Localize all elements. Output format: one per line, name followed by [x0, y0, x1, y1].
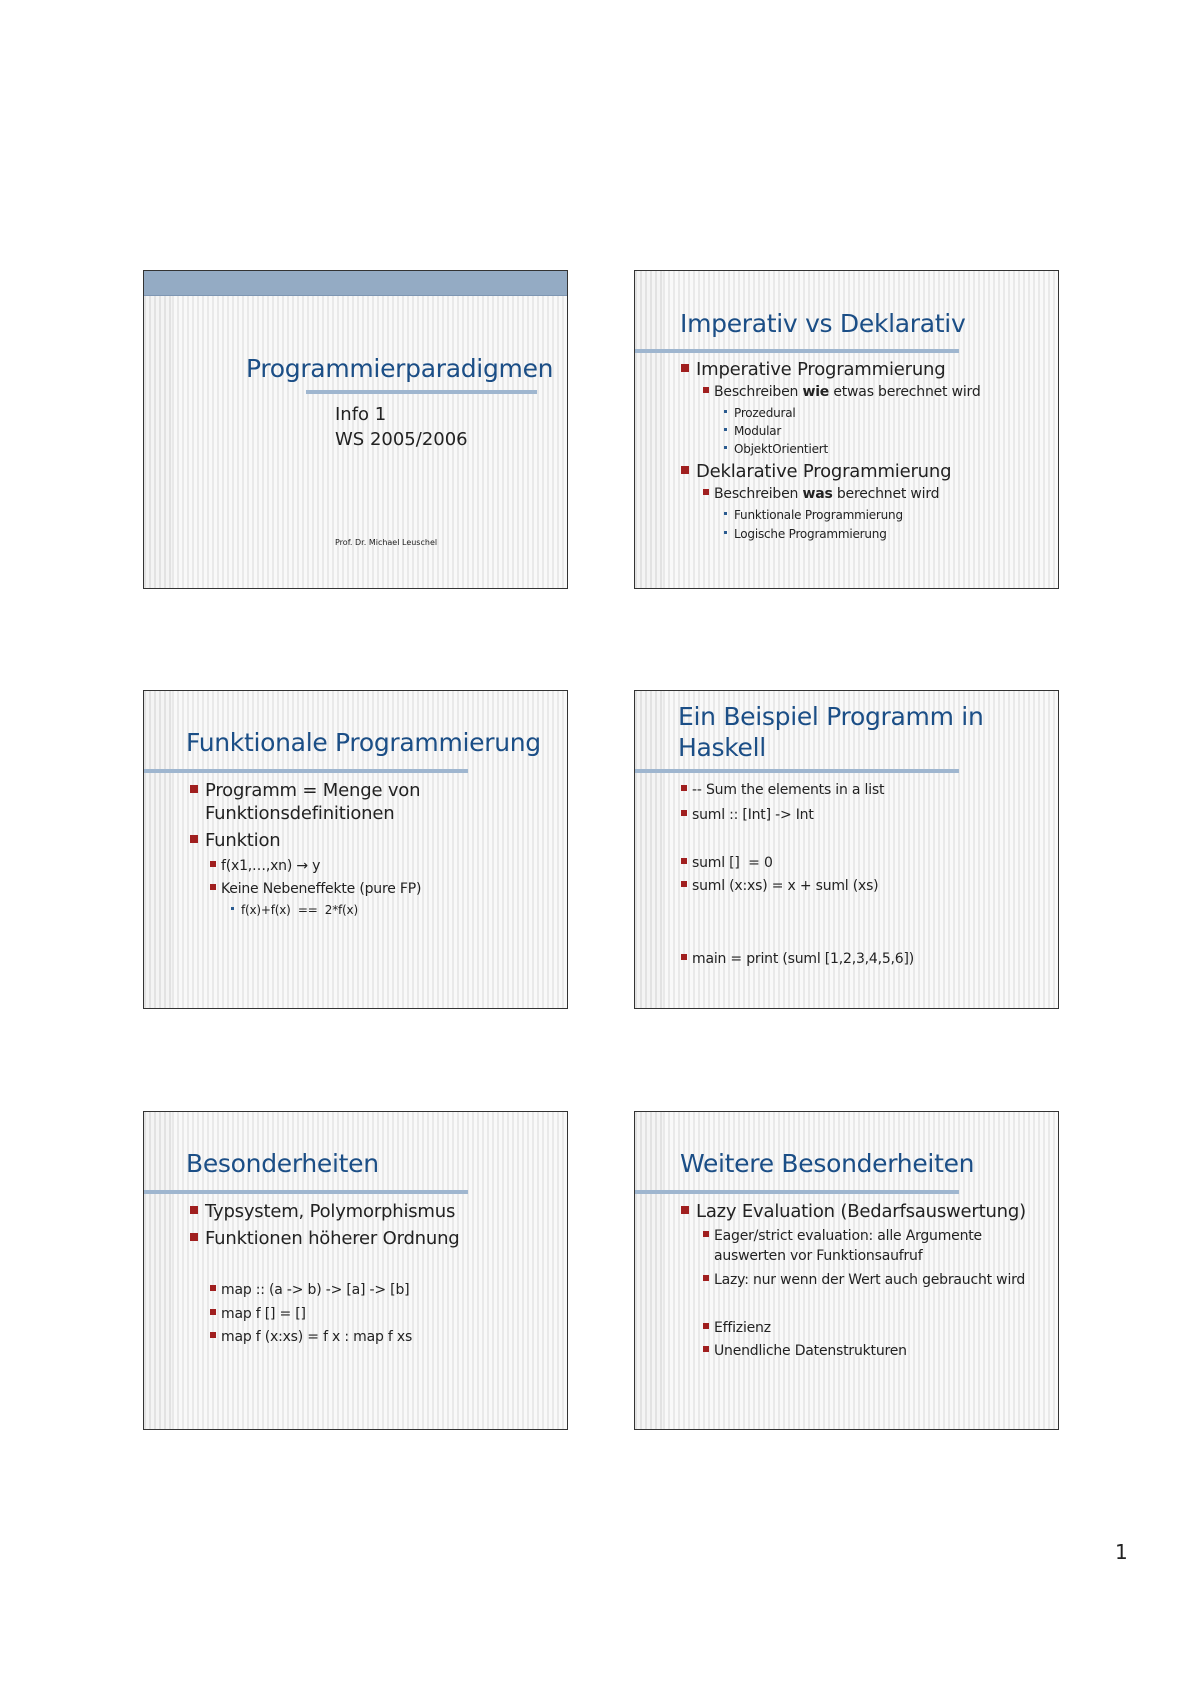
- slide-title-bar: [144, 271, 567, 296]
- bullet-square: [681, 466, 689, 474]
- bullet-funktion: [190, 829, 281, 852]
- bullet-programm: [190, 779, 435, 825]
- bullet-square: [703, 1346, 709, 1352]
- bullet-square: [681, 954, 687, 960]
- author-line: Prof. Dr. Michael Leuschel: [335, 538, 438, 547]
- bullet-square: [681, 858, 687, 864]
- bullet-text: Eager/strict evaluation: alle Argumente auswerten vor Funktionsaufruf: [714, 1228, 982, 1264]
- slide-title: Imperativ vs Deklarativ: [680, 309, 966, 338]
- bullet-text: Lazy: nur wenn der Wert auch gebraucht wird: [714, 1272, 1026, 1288]
- bullet-deklarative: [681, 460, 951, 483]
- bullet-square: [681, 364, 689, 372]
- bullet-text: Deklarative Programmierung: [696, 461, 952, 482]
- sub-bullet-signature: [210, 856, 320, 876]
- bullet-text: Funktionen höherer Ordnung: [205, 1228, 460, 1249]
- semester-line: WS 2005/2006: [335, 429, 468, 450]
- sub-bullet-unendlich: [703, 1341, 907, 1361]
- bullet-square: [190, 1206, 198, 1214]
- code-base-case: [681, 853, 773, 873]
- code-text: map f (x:xs) = f x : map f xs: [221, 1329, 413, 1345]
- text-post: berechnet wird: [832, 486, 940, 502]
- sub-bullet-effizienz: [703, 1318, 771, 1338]
- bullet-square: [190, 785, 198, 793]
- bullet-typsystem: [190, 1200, 455, 1223]
- bullet-text: Effizienz: [714, 1320, 771, 1336]
- text-pre: Beschreiben: [714, 384, 803, 400]
- bullet-square: [210, 884, 216, 890]
- bullet-hoeherer-ordnung: [190, 1227, 460, 1250]
- bullet-square: [190, 1233, 198, 1241]
- bullet-square: [703, 387, 709, 393]
- bullet-text: Keine Nebeneffekte (pure FP): [221, 881, 422, 897]
- code-text: suml (x:xs) = x + suml (xs): [692, 878, 879, 894]
- title-rule: [144, 1190, 468, 1194]
- bullet-text: Programm = Menge von Funktionsdefinitionen: [205, 780, 421, 824]
- text-post: etwas berechnet wird: [829, 384, 981, 400]
- bullet-square: [210, 861, 216, 867]
- title-rule: [306, 390, 537, 394]
- bullet-square: [703, 1231, 709, 1237]
- bullet-text: Funktion: [205, 830, 281, 851]
- bullet-square: [190, 835, 198, 843]
- slide-left-shade: [144, 691, 172, 1008]
- code-map-recursive: [210, 1327, 412, 1347]
- item-oo: [724, 440, 828, 458]
- code-map-type: [210, 1280, 409, 1300]
- slide-title-page: [143, 270, 568, 589]
- slide-title: Weitere Besonderheiten: [680, 1149, 975, 1178]
- bullet-dot: [724, 428, 727, 431]
- course-line: Info 1: [335, 404, 387, 425]
- bullet-square: [210, 1309, 216, 1315]
- bullet-lazy-evaluation: [681, 1200, 1026, 1223]
- bullet-text: Typsystem, Polymorphismus: [205, 1201, 456, 1222]
- code-text: suml :: [Int] -> Int: [692, 807, 814, 823]
- item-logisch: [724, 525, 887, 543]
- bullet-square: [681, 810, 687, 816]
- item-text: ObjektOrientiert: [734, 442, 828, 456]
- bullet-square: [703, 1275, 709, 1281]
- code-recursive-case: [681, 876, 878, 896]
- bullet-text: Unendliche Datenstrukturen: [714, 1343, 907, 1359]
- code-text: map f [] = []: [221, 1306, 306, 1322]
- sub-bullet-lazy: [703, 1270, 1025, 1290]
- title-rule: [635, 349, 959, 353]
- code-signature: [681, 805, 814, 825]
- item-prozedural: [724, 404, 796, 422]
- code-text: -- Sum the elements in a list: [692, 782, 885, 798]
- title-rule: [635, 769, 959, 773]
- bullet-square: [703, 489, 709, 495]
- item-funktional: [724, 506, 903, 524]
- code-map-base: [210, 1304, 306, 1324]
- text-bold: was: [802, 486, 833, 502]
- slide-besonderheiten: [143, 1111, 568, 1430]
- item-text: Modular: [734, 424, 782, 438]
- slide-left-shade: [144, 1112, 172, 1429]
- item-modular: [724, 422, 781, 440]
- bullet-imperative: [681, 358, 945, 381]
- slide-imperativ-deklarativ: [634, 270, 1059, 589]
- slide-haskell-beispiel: [634, 690, 1059, 1009]
- text-pre: Beschreiben: [714, 486, 803, 502]
- bullet-square: [210, 1285, 216, 1291]
- sub-bullet-wie: [703, 382, 981, 402]
- bullet-text: f(x1,…,xn) → y: [221, 858, 321, 874]
- item-equation: [231, 901, 358, 919]
- slide-weitere-besonderheiten: [634, 1111, 1059, 1430]
- item-text: Logische Programmierung: [734, 527, 887, 541]
- bullet-dot: [724, 446, 727, 449]
- slide-funktionale-programmierung: [143, 690, 568, 1009]
- sub-bullet-was: [703, 484, 939, 504]
- item-text: Prozedural: [734, 406, 796, 420]
- item-text: f(x)+f(x) == 2*f(x): [241, 903, 358, 917]
- code-text: map :: (a -> b) -> [a] -> [b]: [221, 1282, 410, 1298]
- slide-left-shade: [144, 271, 172, 588]
- text-bold: wie: [802, 384, 830, 400]
- slide-left-shade: [635, 1112, 663, 1429]
- sub-bullet-nebeneffekte: [210, 879, 421, 899]
- slide-title: Programmierparadigmen: [246, 354, 554, 383]
- sub-bullet-eager: [703, 1226, 1014, 1266]
- bullet-square: [210, 1332, 216, 1338]
- bullet-square: [681, 881, 687, 887]
- title-rule: [144, 769, 468, 773]
- bullet-text: Lazy Evaluation (Bedarfsauswertung): [696, 1201, 1026, 1222]
- slide-left-shade: [635, 271, 663, 588]
- slide-left-shade: [635, 691, 663, 1008]
- slide-title: Funktionale Programmierung: [186, 728, 541, 757]
- code-text: main = print (suml [1,2,3,4,5,6]): [692, 951, 915, 967]
- page-number: 1: [1115, 1540, 1128, 1564]
- item-text: Funktionale Programmierung: [734, 508, 903, 522]
- bullet-square: [703, 1323, 709, 1329]
- code-comment: [681, 780, 884, 800]
- bullet-square: [681, 785, 687, 791]
- slide-title: Ein Beispiel Programm in Haskell: [678, 702, 984, 762]
- bullet-dot: [724, 531, 727, 534]
- bullet-dot: [724, 512, 727, 515]
- title-rule: [635, 1190, 959, 1194]
- bullet-text: Imperative Programmierung: [696, 359, 946, 380]
- bullet-dot: [724, 410, 727, 413]
- code-main: [681, 949, 914, 969]
- slide-title: Besonderheiten: [186, 1149, 379, 1178]
- bullet-square: [681, 1206, 689, 1214]
- bullet-dot: [231, 907, 234, 910]
- code-text: suml [] = 0: [692, 855, 773, 871]
